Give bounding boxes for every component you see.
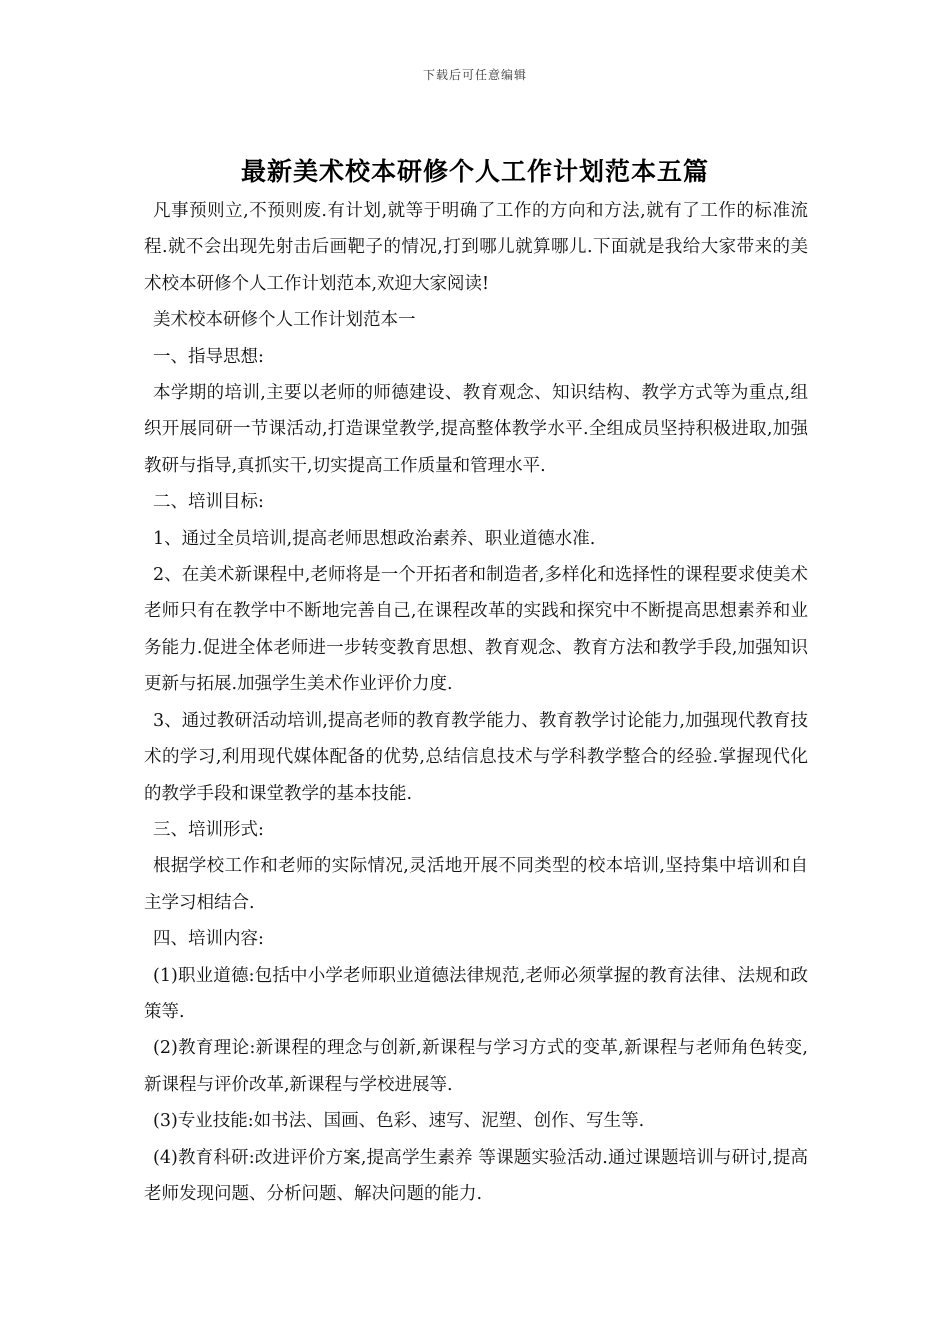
body-paragraph: 根据学校工作和老师的实际情况,灵活地开展不同类型的校本培训,坚持集中培训和自主学习相结合. xyxy=(144,856,808,913)
body-paragraph: 本学期的培训,主要以老师的师德建设、教育观念、知识结构、教学方式等为重点,组织开展同研一节课活动,打造课堂教学,提高整体教学水平.全组成员坚持积极进取,加强教研与指导,真抓实干,切实提高工作质量和管理水平. xyxy=(144,383,808,476)
intro-paragraph: 凡事预则立,不预则废.有计划,就等于明确了工作的方向和方法,就有了工作的标准流程.就不会出现先射击后画靶子的情况,打到哪儿就算哪儿.下面就是我给大家带来的美术校本研修个人工作计划范本,欢迎大家阅读! xyxy=(144,201,808,294)
subsection-heading: 二、培训目标: xyxy=(153,492,264,513)
list-item: (4)教育科研:改进评价方案,提高学生素养 等课题实验活动.通过课题培训与研讨,提高老师发现问题、分析问题、解决问题的能力. xyxy=(144,1147,808,1204)
list-item: (3)专业技能:如书法、国画、色彩、速写、泥塑、创作、写生等. xyxy=(153,1111,645,1132)
list-item: 1、通过全员培训,提高老师思想政治素养、职业道德水准. xyxy=(153,528,596,549)
list-item: 3、通过教研活动培训,提高老师的教育教学能力、教育教学讨论能力,加强现代教育技术的学习,利用现代媒体配备的优势,总结信息技术与学科教学整合的经验.掌握现代化的教学手段和课堂教学的基本技能. xyxy=(144,710,808,804)
list-item: 2、在美术新课程中,老师将是一个开拓者和制造者,多样化和选择性的课程要求使美术老师只有在教学中不断地完善自己,在课程改革的实践和探究中不断提高思想素养和业务能力.促进全体老师进一步转变教育思想、教育观念、教育方法和教学手段,加强知识更新与拓展.加强学生美术作业评价力度. xyxy=(144,565,808,695)
list-item: (1)职业道德:包括中小学老师职业道德法律规范,老师必须掌握的教育法律、法规和政策等. xyxy=(144,965,808,1022)
document-title: 最新美术校本研修个人工作计划范本五篇 xyxy=(240,157,709,186)
list-item: (2)教育理论:新课程的理念与创新,新课程与学习方式的变革,新课程与老师角色转变,新课程与评价改革,新课程与学校进展等. xyxy=(144,1038,808,1095)
header-note: 下载后可任意编辑 xyxy=(422,68,527,82)
document-body xyxy=(144,193,808,1212)
section-heading: 美术校本研修个人工作计划范本一 xyxy=(153,310,416,331)
subsection-heading: 一、指导思想: xyxy=(153,346,264,367)
subsection-heading: 四、培训内容: xyxy=(153,929,264,950)
subsection-heading: 三、培训形式: xyxy=(153,819,264,840)
